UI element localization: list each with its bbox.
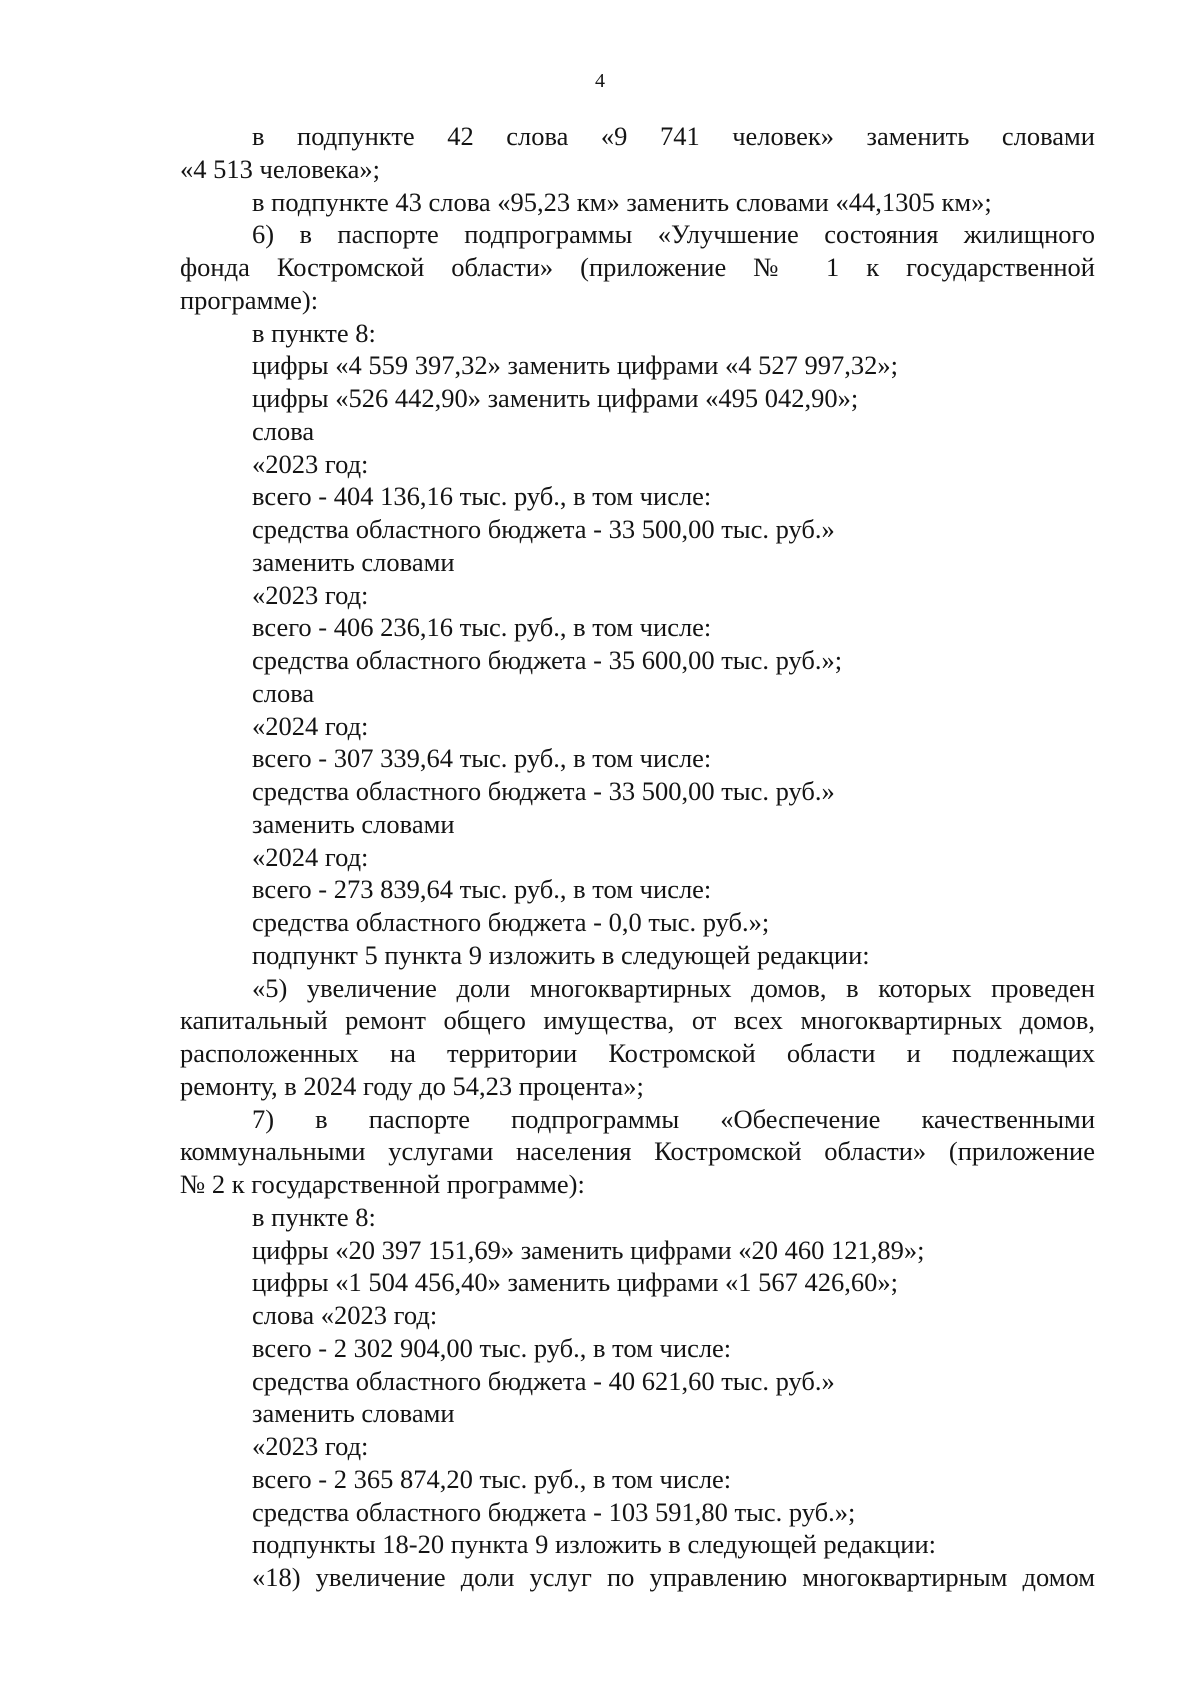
- text-line: всего - 2 365 874,20 тыс. руб., в том числе:: [252, 1463, 732, 1494]
- text-line: программе):: [180, 284, 319, 315]
- text-line: средства областного бюджета - 103 591,80 тыс. руб.»;: [252, 1496, 856, 1527]
- text-line: всего - 307 339,64 тыс. руб., в том числе:: [252, 743, 712, 774]
- text-line: всего - 2 302 904,00 тыс. руб., в том числе:: [252, 1332, 732, 1363]
- text-line: всего - 406 236,16 тыс. руб., в том числе:: [252, 612, 712, 643]
- text-line: заменить словами: [252, 1398, 455, 1429]
- text-line: цифры «1 504 456,40» заменить цифрами «1 567 426,60»;: [252, 1267, 898, 1298]
- text-line: средства областного бюджета - 33 500,00 тыс. руб.»: [252, 514, 835, 544]
- text-line: в подпункте 42 слова «9 741 человек» заменить словами: [252, 121, 1095, 151]
- text-line: ремонту, в 2024 году до 54,23 процента»;: [180, 1070, 644, 1101]
- text-line: слова «2023 год:: [252, 1300, 438, 1330]
- text-line: расположенных на территории Костромской области и подлежащих: [180, 1038, 1095, 1068]
- text-line: заменить словами: [252, 546, 455, 577]
- text-line: «2024 год:: [252, 710, 369, 741]
- text-line: средства областного бюджета - 33 500,00 тыс. руб.»: [252, 776, 835, 806]
- text-line: «18) увеличение доли услуг по управлению многоквартирным домом: [252, 1562, 1095, 1592]
- text-line: в пункте 8:: [252, 1201, 376, 1232]
- text-line: «2024 год:: [252, 841, 369, 872]
- text-line: всего - 273 839,64 тыс. руб., в том числе:: [252, 874, 712, 905]
- text-line: «5) увеличение доли многоквартирных домов, в которых проведен: [252, 972, 1095, 1003]
- text-line: цифры «20 397 151,69» заменить цифрами «20 460 121,89»;: [252, 1234, 925, 1265]
- text-line: слова: [252, 677, 315, 708]
- text-line: «4 513 человека»;: [180, 153, 381, 184]
- text-line: подпункт 5 пункта 9 изложить в следующей редакции:: [252, 939, 870, 970]
- text-line: 6) в паспорте подпрограммы «Улучшение состояния жилищного: [252, 219, 1095, 250]
- text-line: фонда Костромской области» (приложение № 1 к государственной: [180, 252, 1095, 282]
- text-line: «2023 год:: [252, 448, 369, 479]
- text-line: средства областного бюджета - 0,0 тыс. руб.»;: [252, 907, 770, 937]
- text-line: слова: [252, 415, 315, 446]
- text-line: цифры «526 442,90» заменить цифрами «495 042,90»;: [252, 383, 859, 413]
- text-line: «2023 год:: [252, 1431, 369, 1461]
- text-line: капитальный ремонт общего имущества, от всех многоквартирных домов,: [180, 1005, 1095, 1036]
- text-line: в пункте 8:: [252, 317, 376, 348]
- text-line: средства областного бюджета - 40 621,60 тыс. руб.»: [252, 1365, 835, 1396]
- page-number: 4: [595, 70, 605, 92]
- text-line: в подпункте 43 слова «95,23 км» заменить словами «44,1305 км»;: [252, 186, 992, 217]
- text-line: заменить словами: [252, 808, 455, 839]
- text-line: № 2 к государственной программе):: [180, 1169, 585, 1199]
- text-line: «2023 год:: [252, 579, 369, 610]
- text-line: всего - 404 136,16 тыс. руб., в том числе:: [252, 481, 712, 512]
- document-body: [180, 120, 1095, 1594]
- text-line: подпункты 18-20 пункта 9 изложить в следующей редакции:: [252, 1529, 937, 1560]
- text-line: коммунальными услугами населения Костромской области» (приложение: [180, 1136, 1095, 1167]
- text-line: 7) в паспорте подпрограммы «Обеспечение качественными: [252, 1103, 1095, 1134]
- text-line: цифры «4 559 397,32» заменить цифрами «4 527 997,32»;: [252, 350, 898, 381]
- text-line: средства областного бюджета - 35 600,00 тыс. руб.»;: [252, 645, 843, 675]
